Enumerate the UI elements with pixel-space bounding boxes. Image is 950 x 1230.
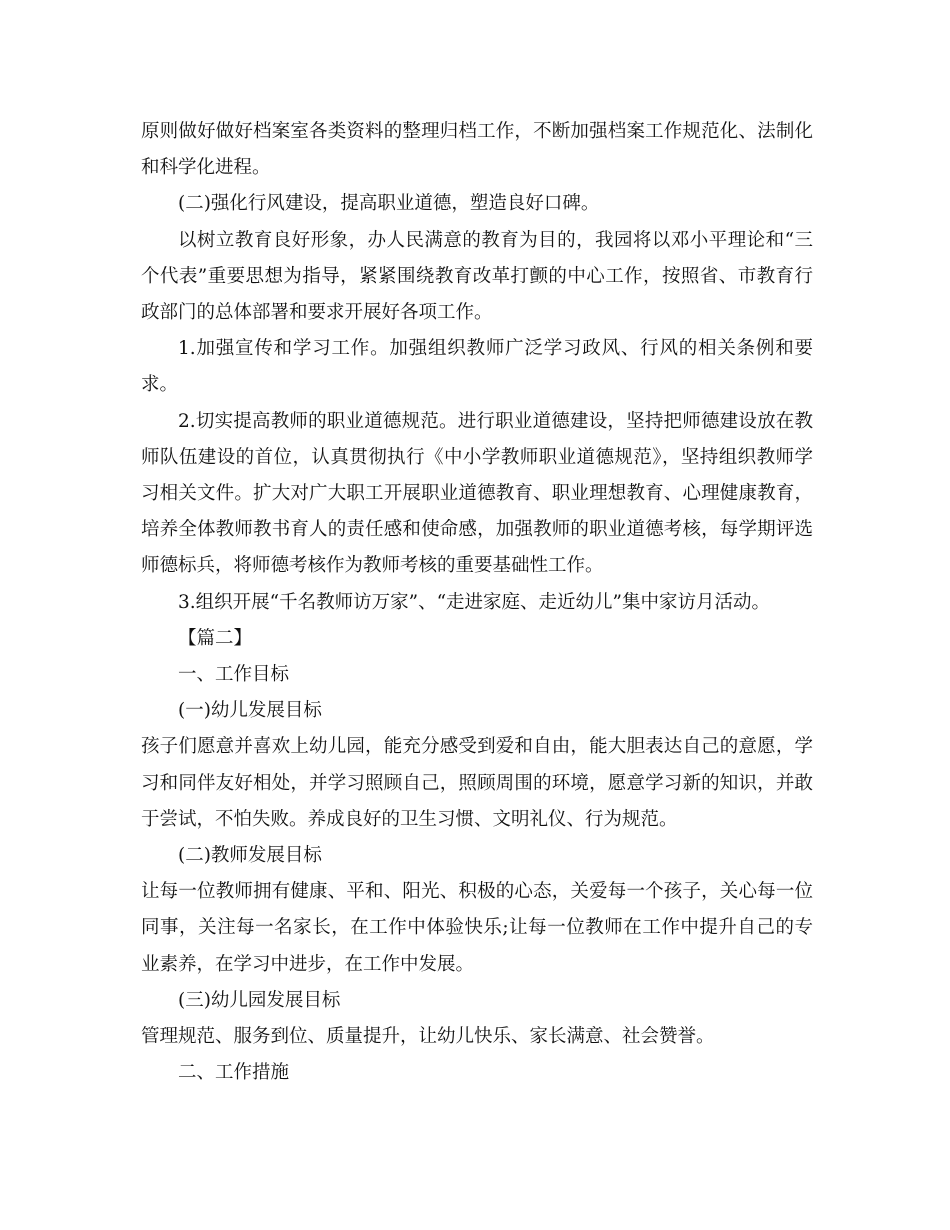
heading-work-measures: 二、工作措施	[178, 1062, 290, 1084]
item-publicity-study: 1.加强宣传和学习工作。加强组织教师广泛学习政风、行风的相关条例和要求。	[141, 338, 813, 396]
item-professional-ethics: 2.切实提高教师的职业道德规范。进行职业道德建设，坚持把师德建设放在教师队伍建设的首位，认真贯彻执行《中小学教师职业道德规范》，坚持组织教师学习相关文件。扩大对广大职工开展职业道德教育、职业理想教育、心理健康教育，培养全体教师教书育人的责任感和使命感，加强教师的职业道德考核，每学期评选师德标兵，将师德考核作为教师考核的重要基础性工作。	[141, 410, 813, 577]
heading-child-development-goals: (一)幼儿发展目标	[178, 700, 322, 722]
document-body	[141, 114, 813, 1091]
paragraph-kindergarten-development: 管理规范、服务到位、质量提升，让幼儿快乐、家长满意、社会赞誉。	[141, 1026, 715, 1048]
heading-work-goals: 一、工作目标	[178, 664, 290, 686]
paragraph-child-development: 孩子们愿意并喜欢上幼儿园，能充分感受到爱和自由，能大胆表达自己的意愿，学习和同伴友好相处，并学习照顾自己，照顾周围的环境，愿意学习新的知识，并敢于尝试，不怕失败。养成良好的卫生习惯、文明礼仪、行为规范。	[141, 736, 813, 830]
heading-kindergarten-development-goals: (三)幼儿园发展目标	[178, 989, 341, 1011]
paragraph-education-image: 以树立教育良好形象，办人民满意的教育为目的，我园将以邓小平理论和“三个代表”重要思想为指导，紧紧围绕教育改革打颤的中心工作，按照省、市教育行政部门的总体部署和要求开展好各项工作。	[141, 229, 813, 324]
paragraph-teacher-development: 让每一位教师拥有健康、平和、阳光、积极的心态，关爱每一个孩子，关心每一位同事，关注每一名家长，在工作中体验快乐;让每一位教师在工作中提升自己的专业素养，在学习中进步，在工作中发展。	[141, 881, 813, 975]
heading-teacher-development-goals: (二)教师发展目标	[178, 845, 322, 867]
item-home-visits: 3.组织开展“千名教师访万家”、“走进家庭、走近幼儿”集中家访月活动。	[178, 591, 770, 613]
paragraph-archive-continuation: 原则做好做好档案室各类资料的整理归档工作，不断加强档案工作规范化、法制化和科学化进程。	[141, 121, 813, 179]
heading-conduct-building: (二)强化行风建设，提高职业道德，塑造良好口碑。	[178, 193, 600, 215]
section-marker-part-two: 【篇二】	[178, 627, 253, 649]
